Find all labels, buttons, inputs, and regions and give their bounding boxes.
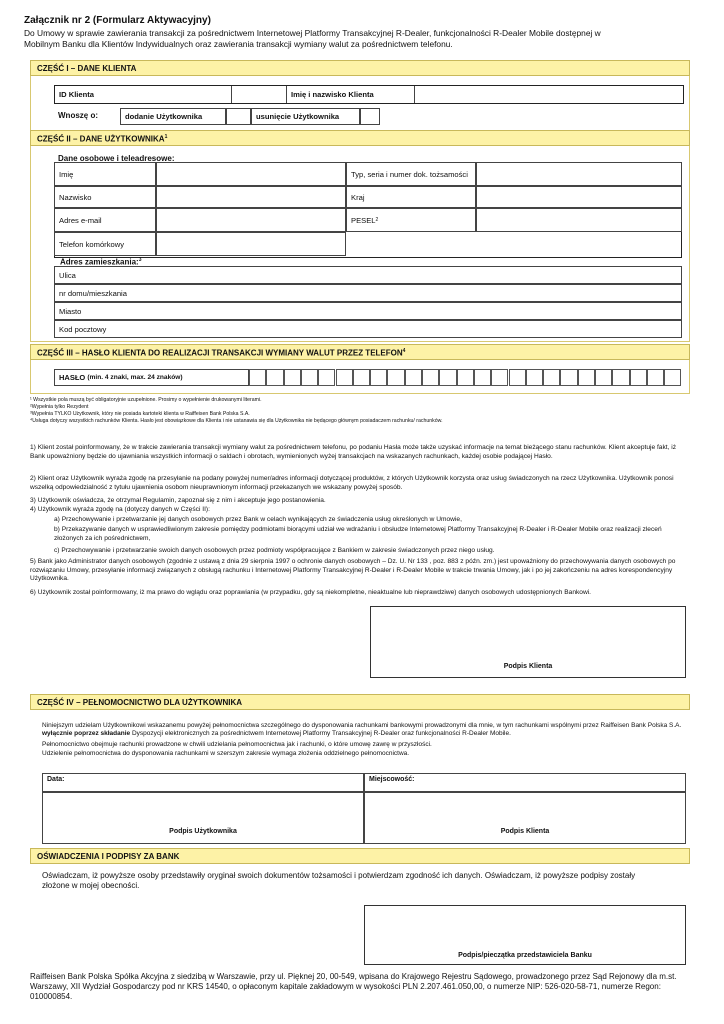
client-row <box>54 85 684 104</box>
password-char-box[interactable] <box>612 369 629 386</box>
phone-input[interactable] <box>156 232 346 256</box>
password-char-box[interactable] <box>266 369 283 386</box>
clause-4a: a) Przechowywanie i przetwarzanie jej danych osobowych przez Bank w celach wynikających ze świadczenia usług określonych w Umowie, <box>54 516 462 523</box>
client-id-input[interactable] <box>232 86 287 103</box>
password-char-box[interactable] <box>560 369 577 386</box>
section-2-header: CZĘŚĆ II – DANE UŻYTKOWNIKA$^1$ <box>30 130 690 146</box>
country-input[interactable] <box>476 186 682 208</box>
password-char-box[interactable] <box>284 369 301 386</box>
add-user-checkbox[interactable] <box>226 108 251 125</box>
remove-user-option: usunięcie Użytkownika <box>251 108 360 125</box>
clause-4b: b) Przekazywanie danych w usprawiedliwionym zakresie pomiędzy podmiotami biorącymi udział we wdrażaniu i obsłudze Internetowej Platformy Transakcyjnej R-Dealer i R-Dealer Mobile oraz realizacji zleceń złożonych za ich pośrednictwem, <box>54 526 662 542</box>
date-field[interactable]: Data: <box>42 773 364 792</box>
house-number-field[interactable]: nr domu/mieszkania <box>54 284 682 302</box>
remove-user-checkbox[interactable] <box>360 108 380 125</box>
section-1-header: CZĘŚĆ I – DANE KLIENTA <box>30 60 690 76</box>
last-name-input[interactable] <box>156 186 346 208</box>
id-document-input[interactable] <box>476 162 682 186</box>
clause-4c: c) Przechowywanie i przetwarzanie swoich danych osobowych przez podmioty współpracujące z Bankiem w zakresie świadczonych przez niego usług. <box>54 547 495 554</box>
client-signature-box-2[interactable] <box>364 792 686 844</box>
first-name-label: Imię <box>54 162 156 186</box>
password-char-box[interactable] <box>474 369 491 386</box>
password-char-box[interactable] <box>491 369 508 386</box>
password-char-box[interactable] <box>370 369 387 386</box>
password-char-box[interactable] <box>301 369 318 386</box>
user-signature-box[interactable] <box>42 792 364 844</box>
client-name-label: Imię i nazwisko Klienta <box>287 86 415 103</box>
client-name-input[interactable] <box>415 86 683 103</box>
client-signature-label-2: Podpis Klienta <box>500 828 550 835</box>
password-char-box[interactable] <box>387 369 404 386</box>
place-field[interactable]: Miejscowość: <box>364 773 686 792</box>
zip-code-field[interactable]: Kod pocztowy <box>54 320 682 338</box>
password-label: HASŁO (min. 4 znaki, max. 24 znaków) <box>54 369 249 386</box>
user-signature-label: Podpis Użytkownika <box>169 828 237 835</box>
clause-2: 2) Klient oraz Użytkownik wyraża zgodę na przesyłanie na podany powyżej numer/adres informacji dotyczącej produktów, z których Użytkownik korzysta oraz usług świadczonych na rzecz Użytkownika. Użytkownik ponosi wszelką odpowiedzialność z tytułu ujawnienia osobom nieuprawnionym informacji przekazanych we wskazany powyżej sposób. <box>30 475 674 491</box>
password-char-box[interactable] <box>595 369 612 386</box>
clause-5: 5) Bank jako Administrator danych osobowych (zgodnie z ustawą z dnia 29 sierpnia 1997 o ochronie danych osobowych – Dz. U. Nr 133 , poz. 883 z późn. zm.) jest upoważniony do przechowywania danych osobowych po rozwiązaniu Umowy, przesyłanie informacji związanych z obsługą rachunku i Internetowej Platformy Transakcyjnej R-Dealer i R-Dealer Mobile w trakcie trwania Umowy, jak i po jej zakończeniu na adres korespondencyjny Użytkownika. <box>30 558 676 583</box>
password-char-box[interactable] <box>353 369 370 386</box>
footnote-2: ²Wypełnia tylko Rezydent <box>30 404 89 410</box>
country-label: Kraj <box>346 186 476 208</box>
form-intro: Do Umowy w sprawie zawierania transakcji za pośrednictwem Internetowej Platformy Transakcyjnej R-Dealer, funkcjonalności R-Dealer Mobile dostępnej w Mobilnym Banku dla Klientów Indywidualnych oraz zawierania transakcji wymiany walut za pośrednictwem telefonu. <box>24 28 601 49</box>
power-of-attorney-text: Niniejszym udzielam Użytkownikowi wskazanemu powyżej pełnomocnictwa szczególnego do dysponowania rachunkami bankowymi prowadzonymi dla mnie, w tym rachunkami wspólnymi przez Raiffeisen Bank Polska S.A. wyłącznie poprzez składanie Dyspozycji elektronicznych za pośrednictwem Internetowej Platformy Transakcyjnej R-Dealer oraz funkcjonalności R-Dealer Mobile. <box>42 722 682 738</box>
footnote-3: ³Wypełnia TYLKO Użytkownik, który nie posiada kartoteki klienta w Raiffeisen Bank Polska S.A. <box>30 411 250 417</box>
password-char-box[interactable] <box>439 369 456 386</box>
password-char-box[interactable] <box>664 369 681 386</box>
footnote-4: ⁴Usługa dotyczy wszystkich rachunków Klienta. Hasło jest obowiązkowe dla Klienta i nie ustanawia się dla Użytkownika nie będącego głównym posiadaczem rachunku/ rachunków. <box>30 418 443 424</box>
email-input[interactable] <box>156 208 346 232</box>
clause-3: 3) Użytkownik oświadcza, że otrzymał Regulamin, zapoznał się z nim i akceptuje jego postanowienia. <box>30 497 326 504</box>
city-field[interactable]: Miasto <box>54 302 682 320</box>
clause-6: 6) Użytkownik został poinformowany, iż ma prawo do wglądu oraz poprawiania (w przypadku, gdy są niekompletne, nieaktualne lub nieprawdziwe) danych osobowych udostępnionych Bankowi. <box>30 589 592 596</box>
password-char-box[interactable] <box>249 369 266 386</box>
clause-4: 4) Użytkownik wyraża zgodę na (dotyczy danych w Części II): <box>30 506 210 513</box>
password-char-box[interactable] <box>405 369 422 386</box>
footnote-1: ¹ Wszystkie pola muszą być obligatoryjnie uzupełnione. Prosimy o wypełnienie drukowanymi literami. <box>30 397 262 403</box>
bank-footer: Raiffeisen Bank Polska Spółka Akcyjna z siedzibą w Warszawie, przy ul. Pięknej 20, 00-549, wpisana do Krajowego Rejestru Sądowego, prowadzonego przez Sąd Rejonowy dla m.st. Warszawy, XII Wydział Gospodarczy pod nr KRS 14540, o opłaconym kapitale zakładowym w wysokości PLN 2.207.461.050,00, o numerze NIP: 526-020-58-71, numerze Regon: 010000854. <box>30 972 677 1001</box>
street-field[interactable]: Ulica <box>54 266 682 284</box>
last-name-label: Nazwisko <box>54 186 156 208</box>
client-signature-label: Podpis Klienta <box>503 663 553 670</box>
bank-statement-text: Oświadczam, iż powyższe osoby przedstawiły oryginał swoich dokumentów tożsamości i potwierdzam zgodność ich danych. Oświadczam, iż powyższe podpisy zostały złożone w mojej obecności. <box>42 871 636 890</box>
address-label: Adres zamieszkania:$^3$ <box>60 257 142 267</box>
power-of-attorney-note: Udzielenie pełnomocnictwa do dysponowania rachunkami w szerszym zakresie wymaga złożenia oddzielnego pełnomocnictwa. <box>42 750 410 757</box>
password-char-box[interactable] <box>526 369 543 386</box>
password-char-box[interactable] <box>422 369 439 386</box>
password-char-box[interactable] <box>509 369 526 386</box>
password-char-box[interactable] <box>543 369 560 386</box>
password-char-box[interactable] <box>647 369 664 386</box>
password-char-box[interactable] <box>457 369 474 386</box>
password-char-box[interactable] <box>578 369 595 386</box>
clause-1: 1) Klient został poinformowany, że w trakcie zawierania transakcji wymiany walut za pośrednictwem telefonu, po podaniu Hasła może także uzyskać informacje na temat bieżącego stanu rachunków. Klient akceptuje fakt, iż Bank upoważniony będzie do ujawniania wszystkich informacji o saldach i obrotach, wymienionych wyżej transakcjach na wskazanych rachunkach, każdej osobie podającej Hasło. <box>30 444 677 460</box>
section-5-header: OŚWIADCZENIA I PODPISY ZA BANK <box>30 848 690 864</box>
section-4-header: CZĘŚĆ IV – PEŁNOMOCNICTWO DLA UŻYTKOWNIKA <box>30 694 690 710</box>
request-label: Wnoszę o: <box>58 111 98 120</box>
pesel-label: PESEL 2 <box>346 208 476 232</box>
power-of-attorney-scope: Pełnomocnictwo obejmuje rachunki prowadzone w chwili udzielania pełnomocnictwa jak i rachunki, o które umowę zawrę w przyszłości. <box>42 741 432 748</box>
client-id-label: ID Klienta <box>55 86 232 103</box>
password-char-box[interactable] <box>630 369 647 386</box>
password-char-box[interactable] <box>318 369 335 386</box>
add-user-option: dodanie Użytkownika <box>120 108 226 125</box>
pesel-input[interactable] <box>476 208 682 232</box>
id-document-label: Typ, seria i numer dok. tożsamości <box>346 162 476 186</box>
first-name-input[interactable] <box>156 162 346 186</box>
form-title: Załącznik nr 2 (Formularz Aktywacyjny) <box>24 15 211 26</box>
email-label: Adres e-mail <box>54 208 156 232</box>
phone-label: Telefon komórkowy <box>54 232 156 256</box>
password-char-box[interactable] <box>336 369 353 386</box>
personal-data-label: Dane osobowe i teleadresowe: <box>58 154 175 163</box>
section-3-header: CZĘŚĆ III – HASŁO KLIENTA DO REALIZACJI TRANSAKCJI WYMIANY WALUT PRZEZ TELEFON$^4$ <box>30 344 690 360</box>
bank-signature-label: Podpis/pieczątka przedstawiciela Banku <box>458 952 592 959</box>
